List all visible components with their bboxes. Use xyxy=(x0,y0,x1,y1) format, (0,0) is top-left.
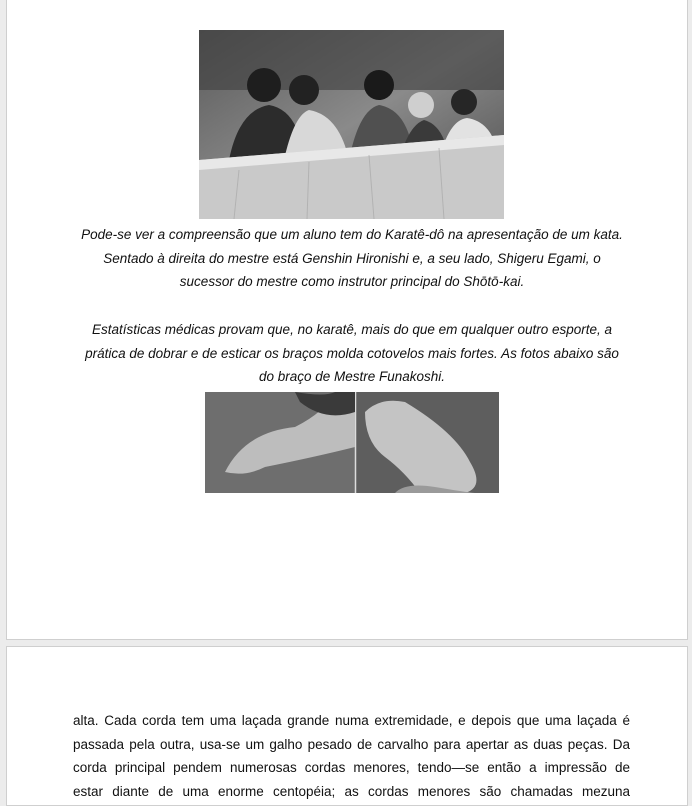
group-photo-image xyxy=(199,30,504,219)
document-page-1 xyxy=(6,0,688,640)
group-photo xyxy=(199,30,504,219)
text-line: alta. Cada corda tem uma laçada grande numa extremidade, e depois que uma laçada é xyxy=(73,713,630,728)
text-line: corda principal pendem numerosas cordas menores, tendo—se então a impressão de xyxy=(73,760,630,775)
caption-line: Pode-se ver a compreensão que um aluno tem do Karatê-dô na apresentação de um kata. xyxy=(81,227,623,242)
caption-line: Sentado à direita do mestre está Genshin Hironishi e, a seu lado, Shigeru Egami, o xyxy=(103,250,601,266)
text-line: estar diante de uma enorme centopéia; as cordas menores são chamadas mezuna xyxy=(73,783,630,799)
photo-caption-1 xyxy=(67,223,637,294)
arm-photos-image xyxy=(205,392,499,493)
caption-line: sucessor do mestre como instrutor principal do Shōtō-kai. xyxy=(179,274,525,289)
photo-caption-2 xyxy=(67,318,637,389)
caption-line: Estatísticas médicas provam que, no karatê, mais do que em qualquer outro esporte, a xyxy=(91,322,613,337)
caption-line: do braço de Mestre Funakoshi. xyxy=(258,369,446,384)
text-line: passada pela outra, usa-se um galho pesado de carvalho para apertar as duas peças. Da xyxy=(73,736,630,752)
arm-photos xyxy=(205,392,499,493)
document-page-2 xyxy=(6,646,688,806)
body-paragraph xyxy=(73,709,630,803)
caption-line: prática de dobrar e de esticar os braços molda cotovelos mais fortes. As fotos abaixo são xyxy=(85,345,619,361)
